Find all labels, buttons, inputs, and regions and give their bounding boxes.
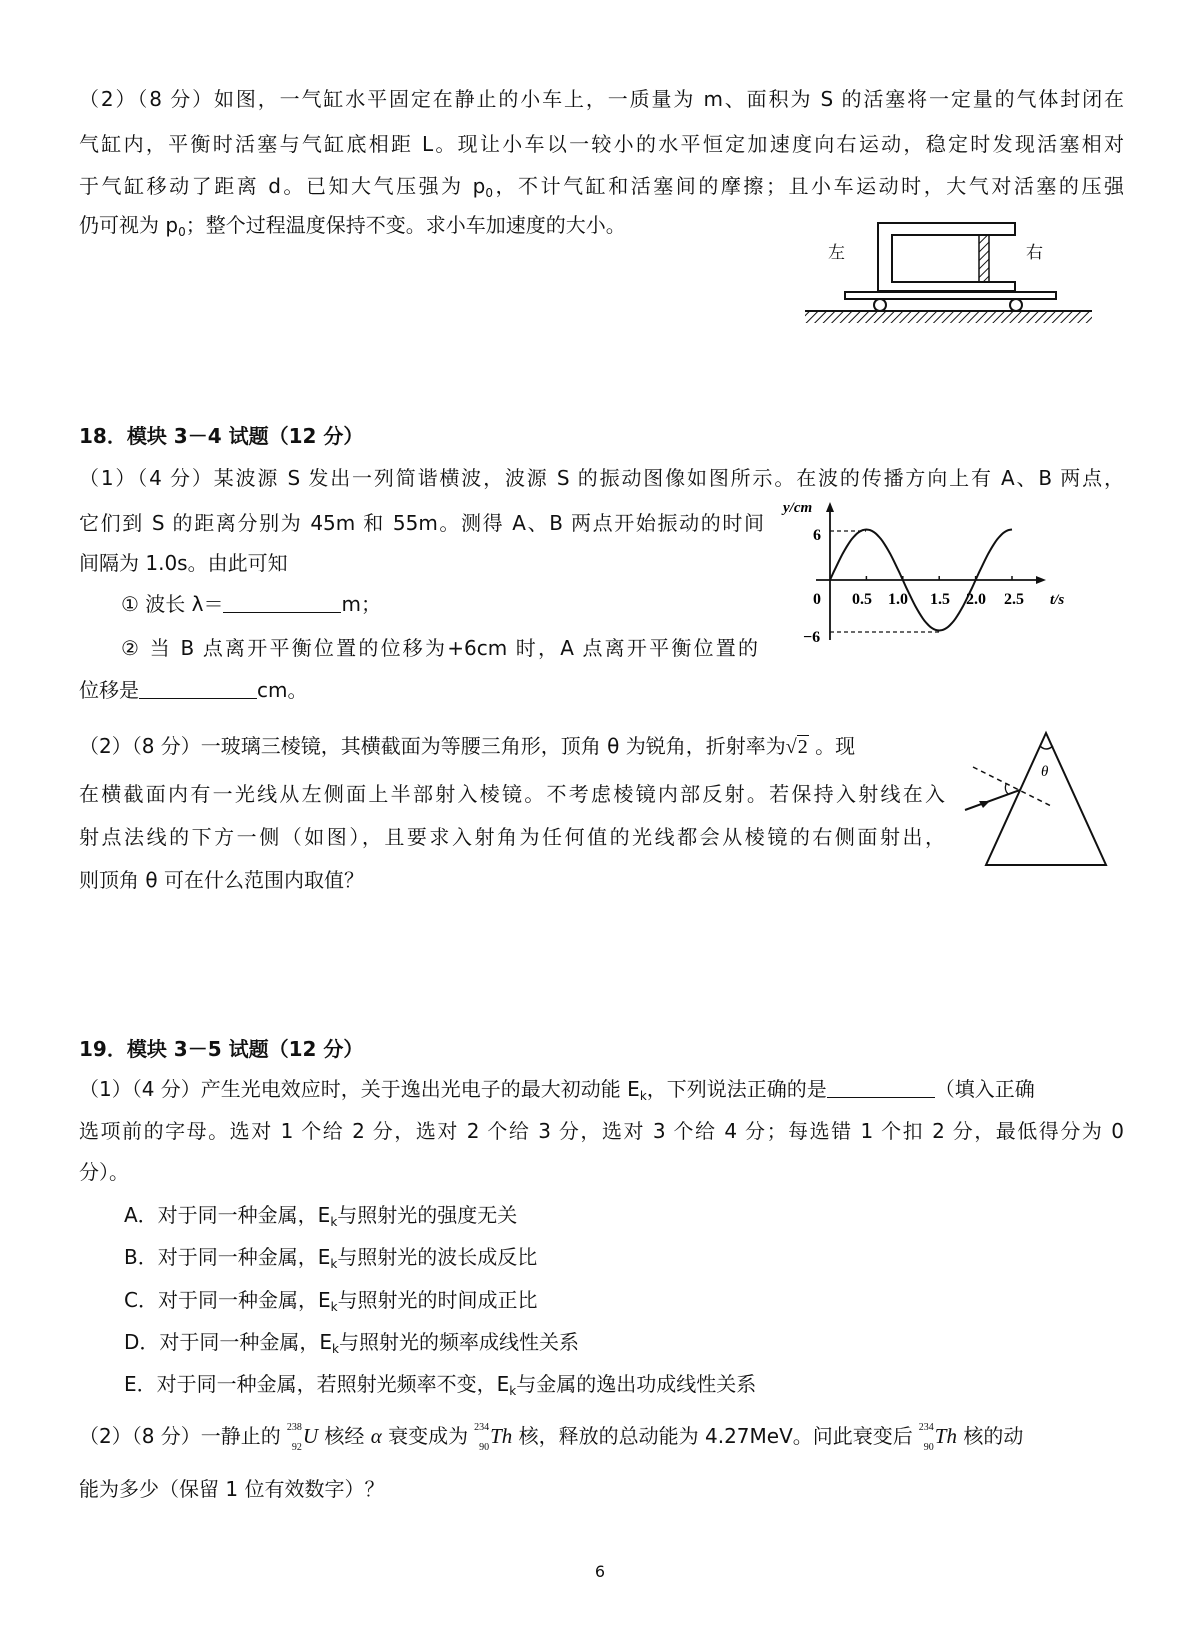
option-b [124,1243,537,1271]
text: 衰变成为 [381,1424,469,1448]
y-tick-minus-6: −6 [803,629,821,646]
text: （2）（8 分）一静止的 [79,1424,281,1448]
option-d [124,1328,579,1356]
option-e [124,1370,756,1398]
q19-1-line-3: 分）。 [79,1160,129,1184]
mass-number: 234 [918,1421,934,1433]
subscript: k [330,1215,338,1229]
text: （填入正确 [934,1077,1035,1101]
nuclide-th234 [468,1423,490,1453]
text: ，下列说法正确的是 [646,1077,827,1101]
nuclide-th234 [913,1423,935,1453]
q19-1-line-1 [79,1075,1035,1103]
subscript: k [330,1300,338,1314]
alpha-symbol: α [370,1424,382,1448]
q19-2-line-1 [79,1420,1023,1452]
q18-1-line-5: ② 当 B 点离开平衡位置的位移为+6cm 时，A 点离开平衡位置的 [121,636,758,660]
y-tick-6: 6 [813,527,821,544]
atomic-number: 90 [923,1441,934,1453]
prism [986,733,1106,865]
label-left: 左 [828,243,845,263]
text: 核的动 [956,1424,1024,1448]
q18-1-line-1: （1）（4 分）某波源 S 发出一列简谐横波，波源 S 的振动图像如图所示。在波的传播方向上有 A、B 两点， [79,466,1124,490]
text: 与照射光的时间成正比 [337,1288,538,1312]
symbol: Th [490,1424,513,1448]
text: B．对于同一种金属，E [124,1245,331,1269]
q18-heading: 18．模块 3－4 试题（12 分） [79,424,364,448]
subscript: 0 [485,186,493,200]
text: 核经 [317,1424,371,1448]
option-a [124,1201,517,1229]
subscript: k [639,1089,647,1103]
q18-2-line-4: 则顶角 θ 可在什么范围内取值？ [79,868,364,892]
text: 与金属的逸出功成线性关系 [516,1372,757,1396]
text: ；整个过程温度保持不变。求小车加速度的大小。 [185,213,626,237]
subscript: k [332,1342,339,1356]
text: 于气缸移动了距离 d。已知大气压强为 p [79,174,486,198]
x-tick-label: 1.5 [930,591,950,608]
nuclide-u238 [281,1423,303,1453]
text: （2）（8 分）一玻璃三棱镜，其横截面为等腰三角形，顶角 θ 为锐角，折射率为 [79,734,786,758]
text: 与照射光的强度无关 [337,1203,518,1227]
q19-heading: 19．模块 3－5 试题（12 分） [79,1037,364,1061]
text: 与照射光的频率成线性关系 [339,1330,579,1354]
text: （1）（4 分）产生光电效应时，关于逸出光电子的最大初动能 E [79,1077,640,1101]
text: m； [341,592,381,616]
atomic-number: 92 [291,1441,302,1453]
radical-sign: √ [785,736,797,758]
x-label: t/s [1050,592,1065,608]
mass-number: 234 [474,1421,490,1433]
mass-number: 238 [286,1421,302,1433]
q17-2-line-2: 气缸内，平衡时活塞与气缸底相距 L。现让小车以一较小的水平恒定加速度向右运动，稳定时发现活塞相对 [79,132,1124,156]
page-number: 6 [594,1562,606,1581]
answer-blank[interactable] [827,1077,935,1098]
subscript: k [330,1257,338,1271]
x-tick-label: 1.0 [888,591,908,608]
symbol: Th [934,1424,957,1448]
radicand: 2 [797,736,808,758]
label-right: 右 [1026,243,1043,263]
atomic-number: 90 [479,1441,490,1453]
q18-1-line-3: 间隔为 1.0s。由此可知 [79,551,288,575]
y-label: y/cm [783,500,813,516]
x-tick-label: 0.5 [852,591,872,608]
q18-2-line-2: 在横截面内有一光线从左侧面上半部射入棱镜。不考虑棱镜内部反射。若保持入射线在入 [79,782,945,806]
text: 与照射光的波长成反比 [337,1245,538,1269]
x-tick-label: 2.0 [966,591,986,608]
text: 。现 [808,734,856,758]
text: E．对于同一种金属，若照射光频率不变，E [124,1372,510,1396]
text: 位移是 [79,678,139,702]
text: 仍可视为 p [79,213,179,237]
subscript: 0 [178,225,186,239]
q17-2-line-1: （2）（8 分）如图，一气缸水平固定在静止的小车上，一质量为 m、面积为 S 的活塞将一定量的气体封闭在 [79,87,1124,111]
theta-label: θ [1041,764,1049,780]
incidence-angle-arc [1005,784,1008,794]
symbol: U [302,1424,318,1448]
text: ① 波长 λ＝ [121,592,224,616]
x-tick-label: 2.5 [1004,591,1024,608]
text: A．对于同一种金属，E [124,1203,331,1227]
subscript: k [509,1384,517,1398]
q18-1-line-2: 它们到 S 的距离分别为 45m 和 55m。测得 A、B 两点开始振动的时间 [79,511,764,535]
text: 核，释放的总动能为 4.27MeV。问此衰变后 [512,1424,913,1448]
text: cm。 [257,678,308,702]
q19-2-line-2: 能为多少（保留 1 位有效数字）？ [79,1477,385,1501]
text: D．对于同一种金属，E [124,1330,333,1354]
text: ，不计气缸和活塞间的摩擦；且小车运动时，大气对活塞的压强 [492,174,1125,198]
q19-1-line-2: 选项前的字母。选对 1 个给 2 分，选对 2 个给 3 分，选对 3 个给 4 分；每选错 1 个扣 2 分，最低得分为 0 [79,1119,1124,1143]
option-c [124,1286,538,1314]
q18-2-line-3: 射点法线的下方一侧（如图），且要求入射角为任何值的光线都会从棱镜的右侧面射出， [79,825,945,849]
text: C．对于同一种金属，E [124,1288,331,1312]
origin-label: 0 [813,591,821,608]
